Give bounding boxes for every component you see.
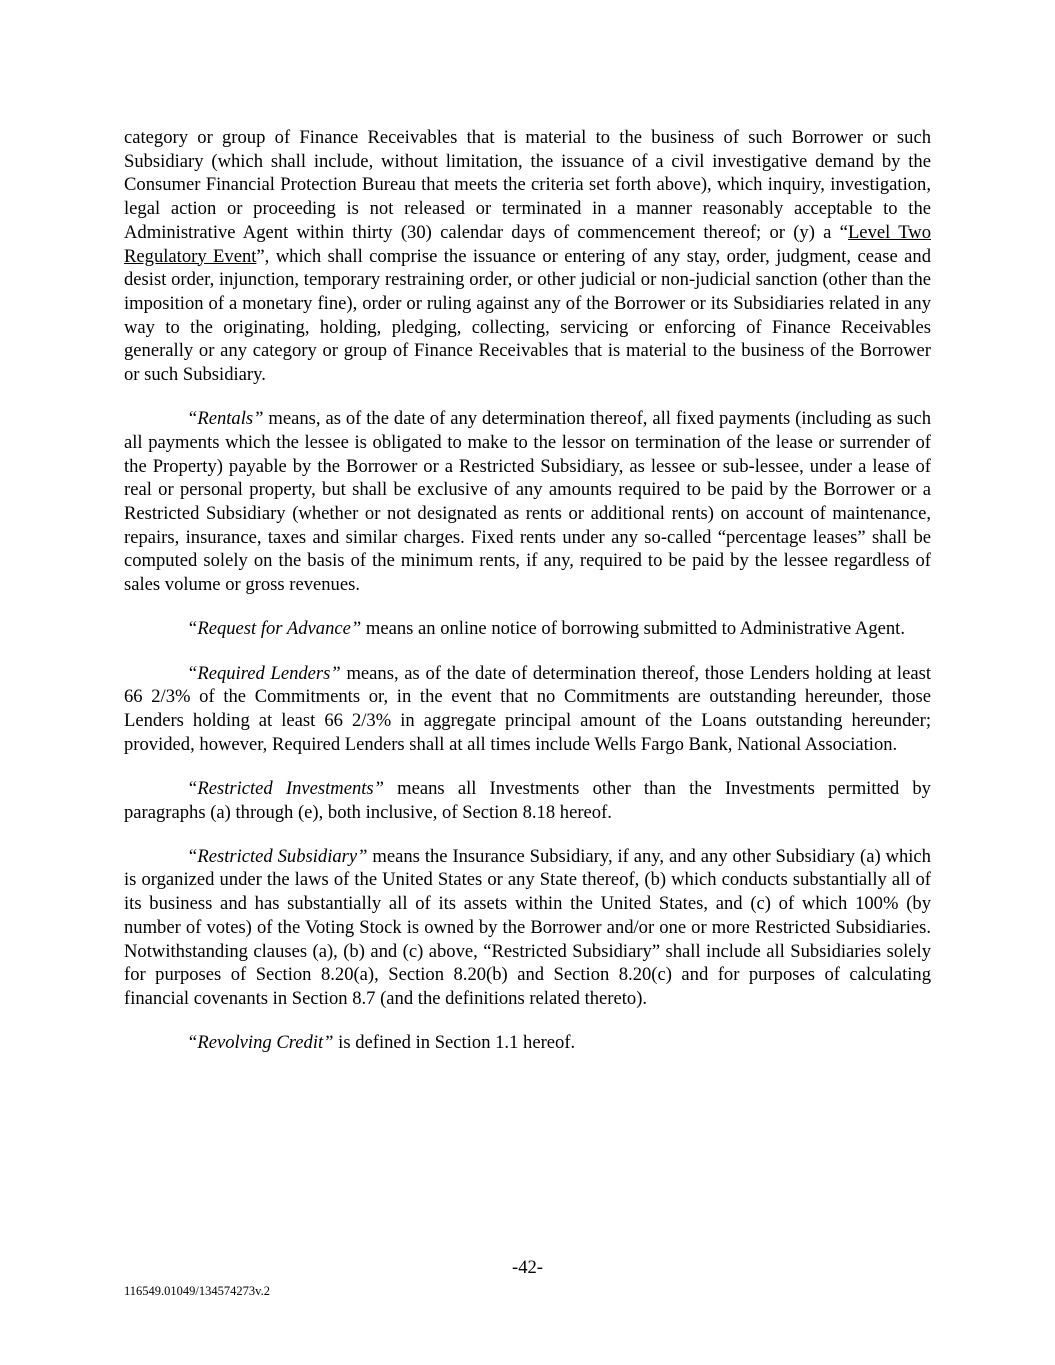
definition-text: means, as of the date of any determination thereof, all fixed payments (including as such all payments which the lessee is obligated to make to the lessor on termination of the lease or surrender of the Property) payable by the Borrower or a Restricted Subsidiary, as lessee or sub-lessee, under a lease of real or personal property, but shall be exclusive of any amounts required to be paid by the Borrower or a Restricted Subsidiary (whether or not designated as rents or additional rents) on account of maintenance, repairs, insurance, taxes and similar charges. Fixed rents under any so-called “percentage leases” shall be computed solely on the basis of the minimum rents, if any, required to be paid by the lessee regardless of sales volume or gross revenues. <box>124 408 931 596</box>
document-body <box>124 126 931 1075</box>
definition-text: means an online notice of borrowing submitted to Administrative Agent. <box>361 618 905 640</box>
definition-restricted-investments <box>124 777 931 824</box>
definition-term: “Required Lenders” <box>187 662 341 684</box>
document-id-footer: 116549.01049/134574273v.2 <box>124 1284 270 1298</box>
definition-request-for-advance <box>124 617 931 641</box>
definition-required-lenders <box>124 662 931 757</box>
definition-revolving-credit <box>124 1031 931 1055</box>
definition-term: “Restricted Subsidiary” <box>187 845 368 867</box>
continuation-text-after: ”, which shall comprise the issuance or entering of any stay, order, judgment, cease and desist order, injunction, temporary restraining order, or other judicial or non-judicial sanction (other than the imposition of a monetary fine), order or ruling against any of the Borrower or its Subsidiaries related in any way to the originating, holding, pledging, collecting, servicing or enforcing of Finance Receivables generally or any category or group of Finance Receivables that is material to the business of the Borrower or such Subsidiary. <box>124 245 931 386</box>
continuation-paragraph <box>124 126 931 387</box>
definition-term: “Restricted Investments” <box>187 777 384 799</box>
definition-restricted-subsidiary <box>124 845 931 1011</box>
definition-term: “Revolving Credit” <box>187 1032 334 1054</box>
continuation-text-before: category or group of Finance Receivables that is material to the business of such Borrower or such Subsidiary (which shall include, without limitation, the issuance of a civil investigative demand by the Consumer Financial Protection Bureau that meets the criteria set forth above), which inquiry, investigation, legal action or proceeding is not released or terminated in a manner reasonably acceptable to the Administrative Agent within thirty (30) calendar days of commencement thereof; or (y) a “ <box>124 127 931 243</box>
definition-term: “Request for Advance” <box>187 618 362 640</box>
definition-text: means all Investments other than the Investments permitted by paragraphs (a) through (e), both inclusive, of Section 8.18 hereof. <box>124 777 931 823</box>
definition-term: “Rentals” <box>187 408 264 430</box>
definition-rentals <box>124 407 931 597</box>
definition-text: is defined in Section 1.1 hereof. <box>333 1032 576 1054</box>
page-number: -42- <box>512 1257 543 1278</box>
level-two-regulatory-event-term: Level Two Regulatory Event <box>124 221 931 267</box>
definition-text: means, as of the date of determination thereof, those Lenders holding at least 66 2/3% of the Commitments or, in the event that no Commitments are outstanding hereunder, those Lenders holding at least 66 2/3% in aggregate principal amount of the Loans outstanding hereunder; provided, however, Required Lenders shall at all times include Wells Fargo Bank, National Association. <box>124 662 931 755</box>
definition-text: means the Insurance Subsidiary, if any, and any other Subsidiary (a) which is organized under the laws of the United States or any State thereof, (b) which conducts substantially all of its business and has substantially all of its assets within the United States, and (c) of which 100% (by number of votes) of the Voting Stock is owned by the Borrower and/or one or more Restricted Subsidiaries. Notwithstanding clauses (a), (b) and (c) above, “Restricted Subsidiary” shall include all Subsidiaries solely for purposes of Section 8.20(a), Section 8.20(b) and Section 8.20(c) and for purposes of calculating financial covenants in Section 8.7 (and the definitions related thereto). <box>124 845 931 1009</box>
